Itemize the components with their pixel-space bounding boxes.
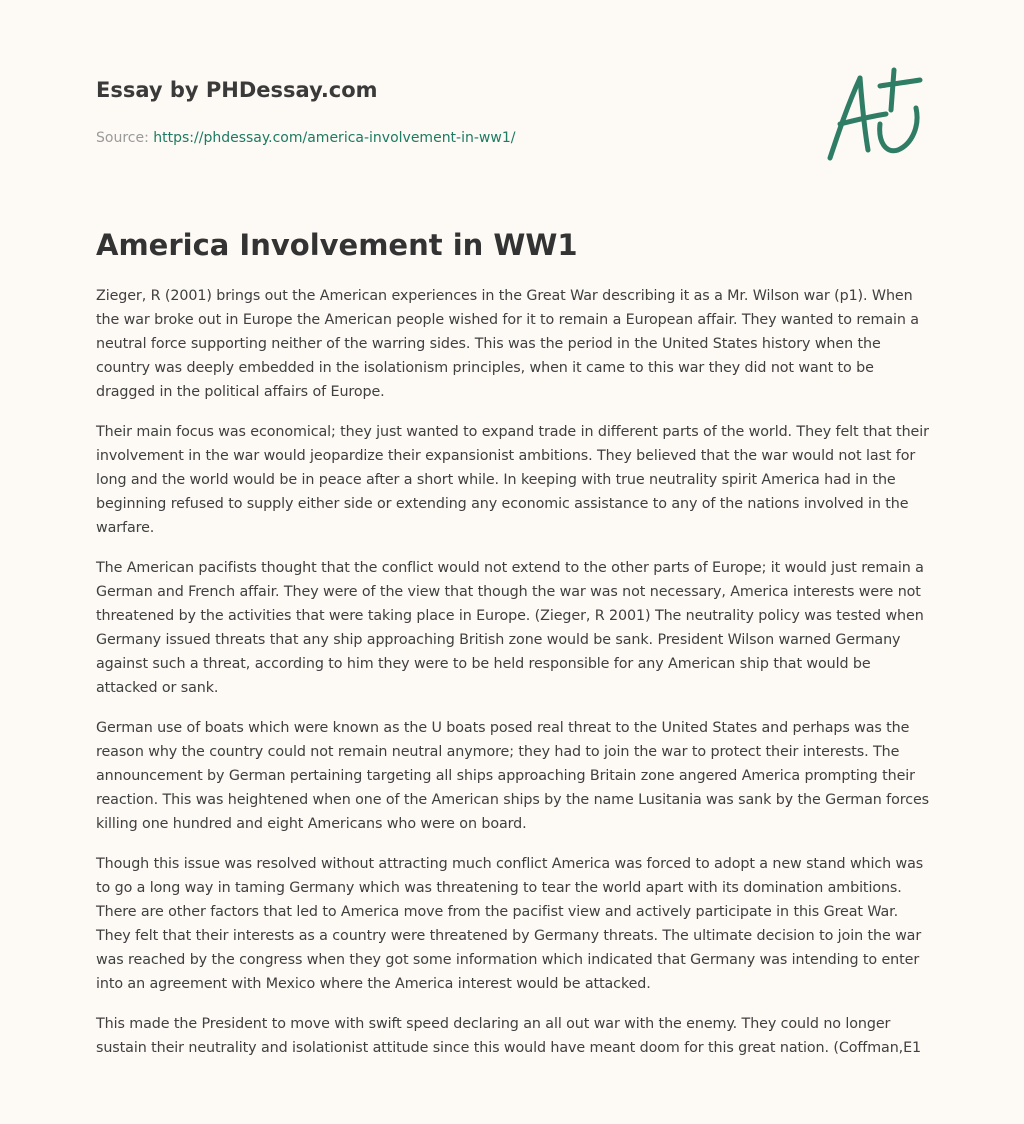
essay-paragraph: Though this issue was resolved without attracting much conflict America was forced to adopt a new stand which was to go a long way in taming Germany which was threatening to tear the world apart with its domination ambitions. There are other factors that led to America move from the pacifist view and actively participate in this Great War. They felt that their interests as a country were threatened by Germany threats. The ultimate decision to join the war was reached by the congress when they got some information which indicated that Germany was intending to enter into an agreement with Mexico where the America interest would be attacked. [96,856,924,992]
page-header [96,72,736,148]
essay-paragraph: The American pacifists thought that the conflict would not extend to the other parts of Europe; it would just remain a German and French affair. They were of the view that though the war was not necessary, America interests were not threatened by the activities that were taking place in Europe. (Zieger, R 2001) The neutrality policy was tested when Germany issued threats that any ship approaching British zone would be sank. President Wilson warned Germany against such a threat, according to him they were to be held responsible for any American ship that would be attacked or sank. [96,560,924,696]
essay-body [96,284,932,1076]
source-line [96,128,736,148]
site-brand: Essay by PHDessay.com [96,78,378,102]
source-link[interactable]: https://phdessay.com/america-involvement-in-ww1/ [153,130,516,146]
essay-paragraph: Zieger, R (2001) brings out the American experiences in the Great War describing it as a Mr. Wilson war (p1). When the war broke out in Europe the American people wished for it to remain a European affair. They wanted to remain a neutral force supporting neither of the warring sides. This was the period in the United States history when the country was deeply embedded in the isolationism principles, when it came to this war they did not want to be dragged in the political affairs of Europe. [96,288,919,400]
essay-paragraph: Their main focus was economical; they just wanted to expand trade in different parts of the world. They felt that their involvement in the war would jeopardize their expansionist ambitions. They believed that the war would not last for long and the world would be in peace after a short while. In keeping with true neutrality spirit America had in the beginning refused to supply either side or extending any economic assistance to any of the nations involved in the warfare. [96,424,929,536]
a-plus-logo-icon [820,64,928,168]
essay-title: America Involvement in WW1 [96,228,578,262]
essay-paragraph: German use of boats which were known as the U boats posed real threat to the United States and perhaps was the reason why the country could not remain neutral anymore; they had to join the war to protect their interests. The announcement by German pertaining targeting all ships approaching Britain zone angered America prompting their reaction. This was heightened when one of the American ships by the name Lusitania was sank by the German forces killing one hundred and eight Americans who were on board. [96,720,930,832]
source-label: Source: [96,130,149,146]
essay-paragraph: This made the President to move with swift speed declaring an all out war with the enemy. They could no longer sustain their neutrality and isolationist attitude since this would have meant doom for this great nation. (Coffman,E1 [96,1016,922,1056]
